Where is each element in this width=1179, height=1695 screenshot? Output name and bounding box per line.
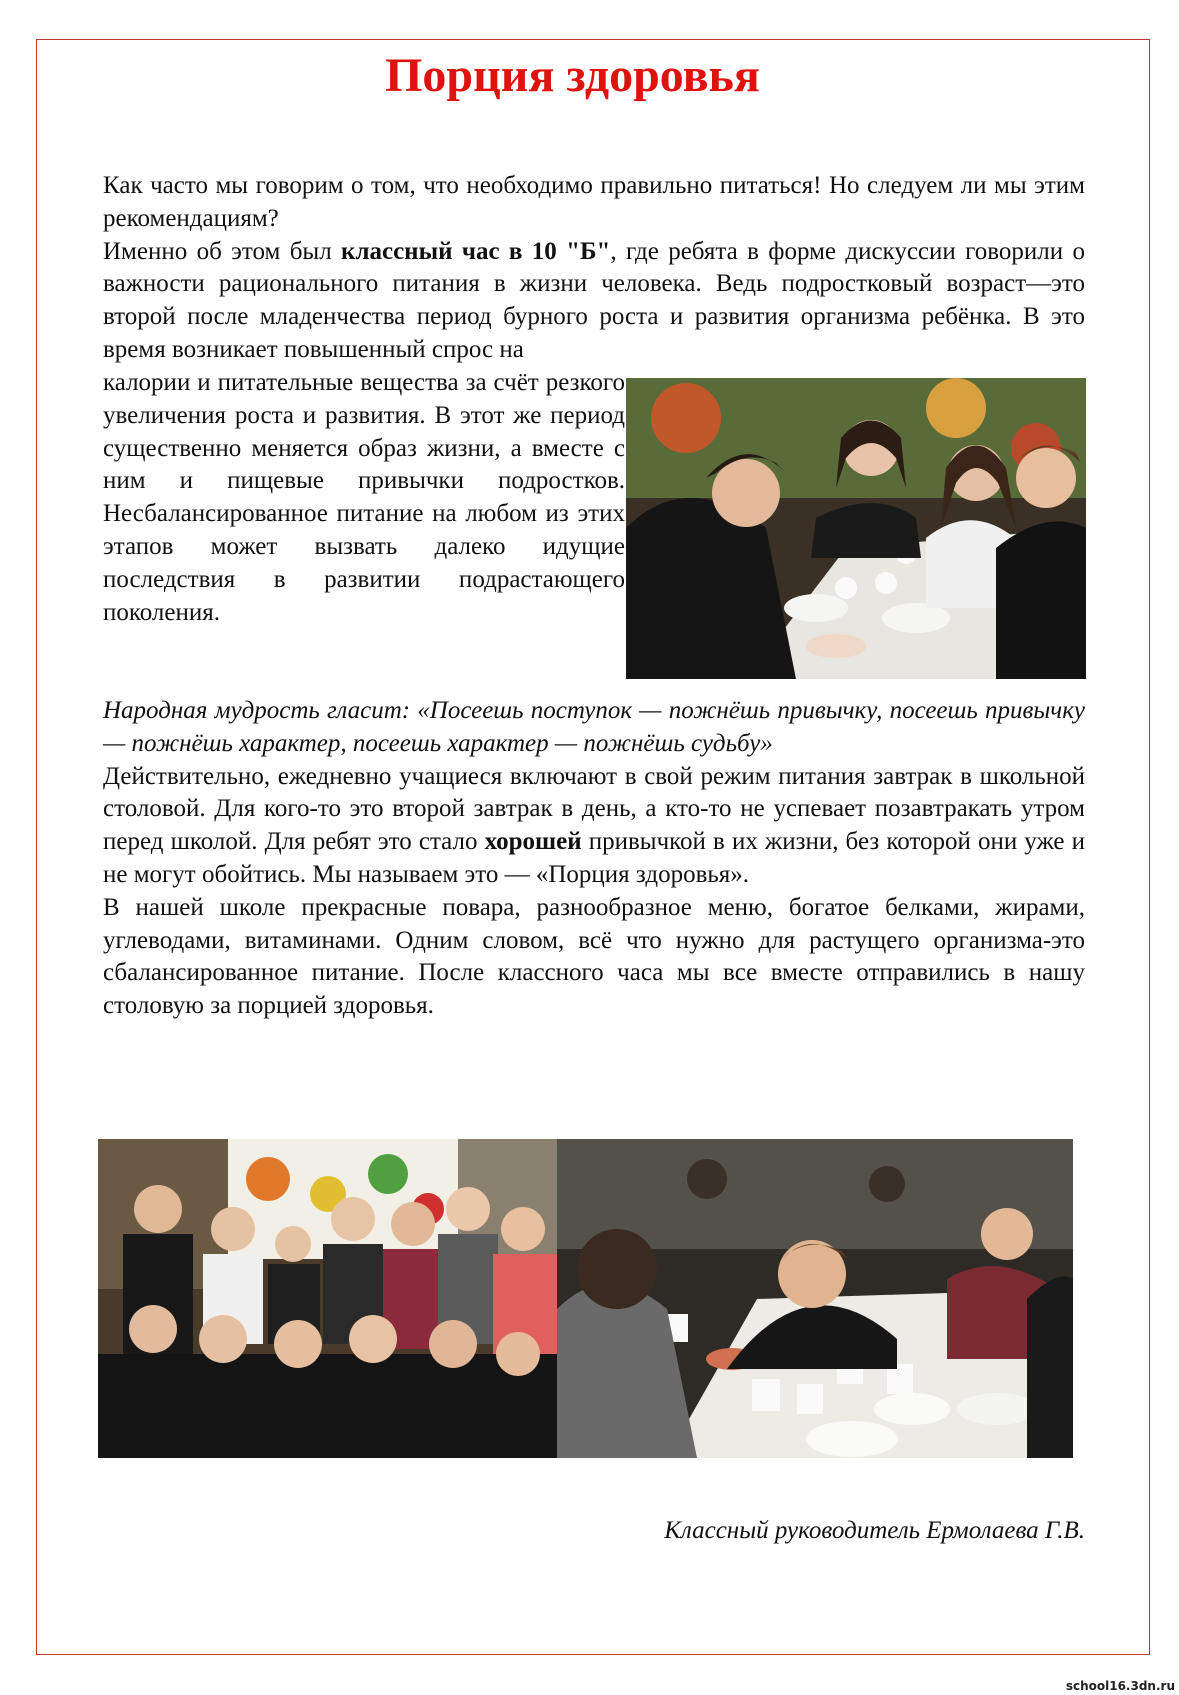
- float-text: [103, 367, 625, 629]
- good-habit-bold: хорошей: [484, 828, 582, 856]
- intro-p2-before: Именно об этом был: [103, 237, 342, 265]
- photo-group-students: [98, 1139, 557, 1458]
- body-paragraph-1: [103, 761, 1085, 892]
- photo-students-eating: [626, 378, 1086, 679]
- photo-canteen-table: [557, 1139, 1073, 1458]
- intro-paragraph-2: [103, 236, 1085, 367]
- body-p1-before: Действительно, ежедневно учащиеся включают в свой режим питания завтрак в школьной столовой. Для кого-то это второй завтрак в день, а кто-то не успевает позавтракать утром перед школой. Для ребят это стало: [103, 762, 1085, 856]
- page-title: Порция здоровья: [385, 49, 760, 102]
- main-text: [103, 695, 1085, 1023]
- body-paragraph-2: В нашей школе прекрасные повара, разнообразное меню, богатое белками, жирами, углеводами, витаминами. Одним словом, всё что нужно для растущего организма-это сбалансированное питание. После классного часа мы все вместе отправились в нашу столовую за порцией здоровья.: [103, 893, 1085, 1020]
- class-hour-bold: классный час в 10 "Б": [341, 237, 611, 265]
- signature: Классный руководитель Ермолаева Г.В.: [664, 1517, 1085, 1544]
- body-p1-after: привычкой в их жизни, без которой они уже и не могут обойтись. Мы называем это — «Порция здоровья».: [103, 828, 1086, 888]
- folk-wisdom-quote: Народная мудрость гласит: «Посеешь поступок — пожнёшь привычку, посеешь привычку — пожнёшь характер, посеешь характер — пожнёшь судьбу»: [103, 697, 1085, 757]
- intro-p2-after: , где ребята в форме дискуссии говорили о важности рационального питания в жизни человека. Ведь подростковый возраст—это второй после младенчества период бурного роста и развития организма ребёнка. В это время возникает повышенный спрос на: [103, 237, 1085, 363]
- intro-text: [103, 170, 1085, 367]
- site-watermark: school16.3dn.ru: [1065, 1679, 1175, 1693]
- intro-paragraph-1: Как часто мы говорим о том, что необходимо правильно питаться! Но следуем ли мы этим рекомендациям?: [103, 172, 1085, 232]
- float-paragraph: калории и питательные вещества за счёт резкого увеличения роста и развития. В этот же период существенно меняется образ жизни, а вместе с ним и пищевые привычки подростков. Несбалансированное питание на любом из этих этапов может вызвать далеко идущие последствия в развитии подрастающего поколения.: [103, 369, 625, 626]
